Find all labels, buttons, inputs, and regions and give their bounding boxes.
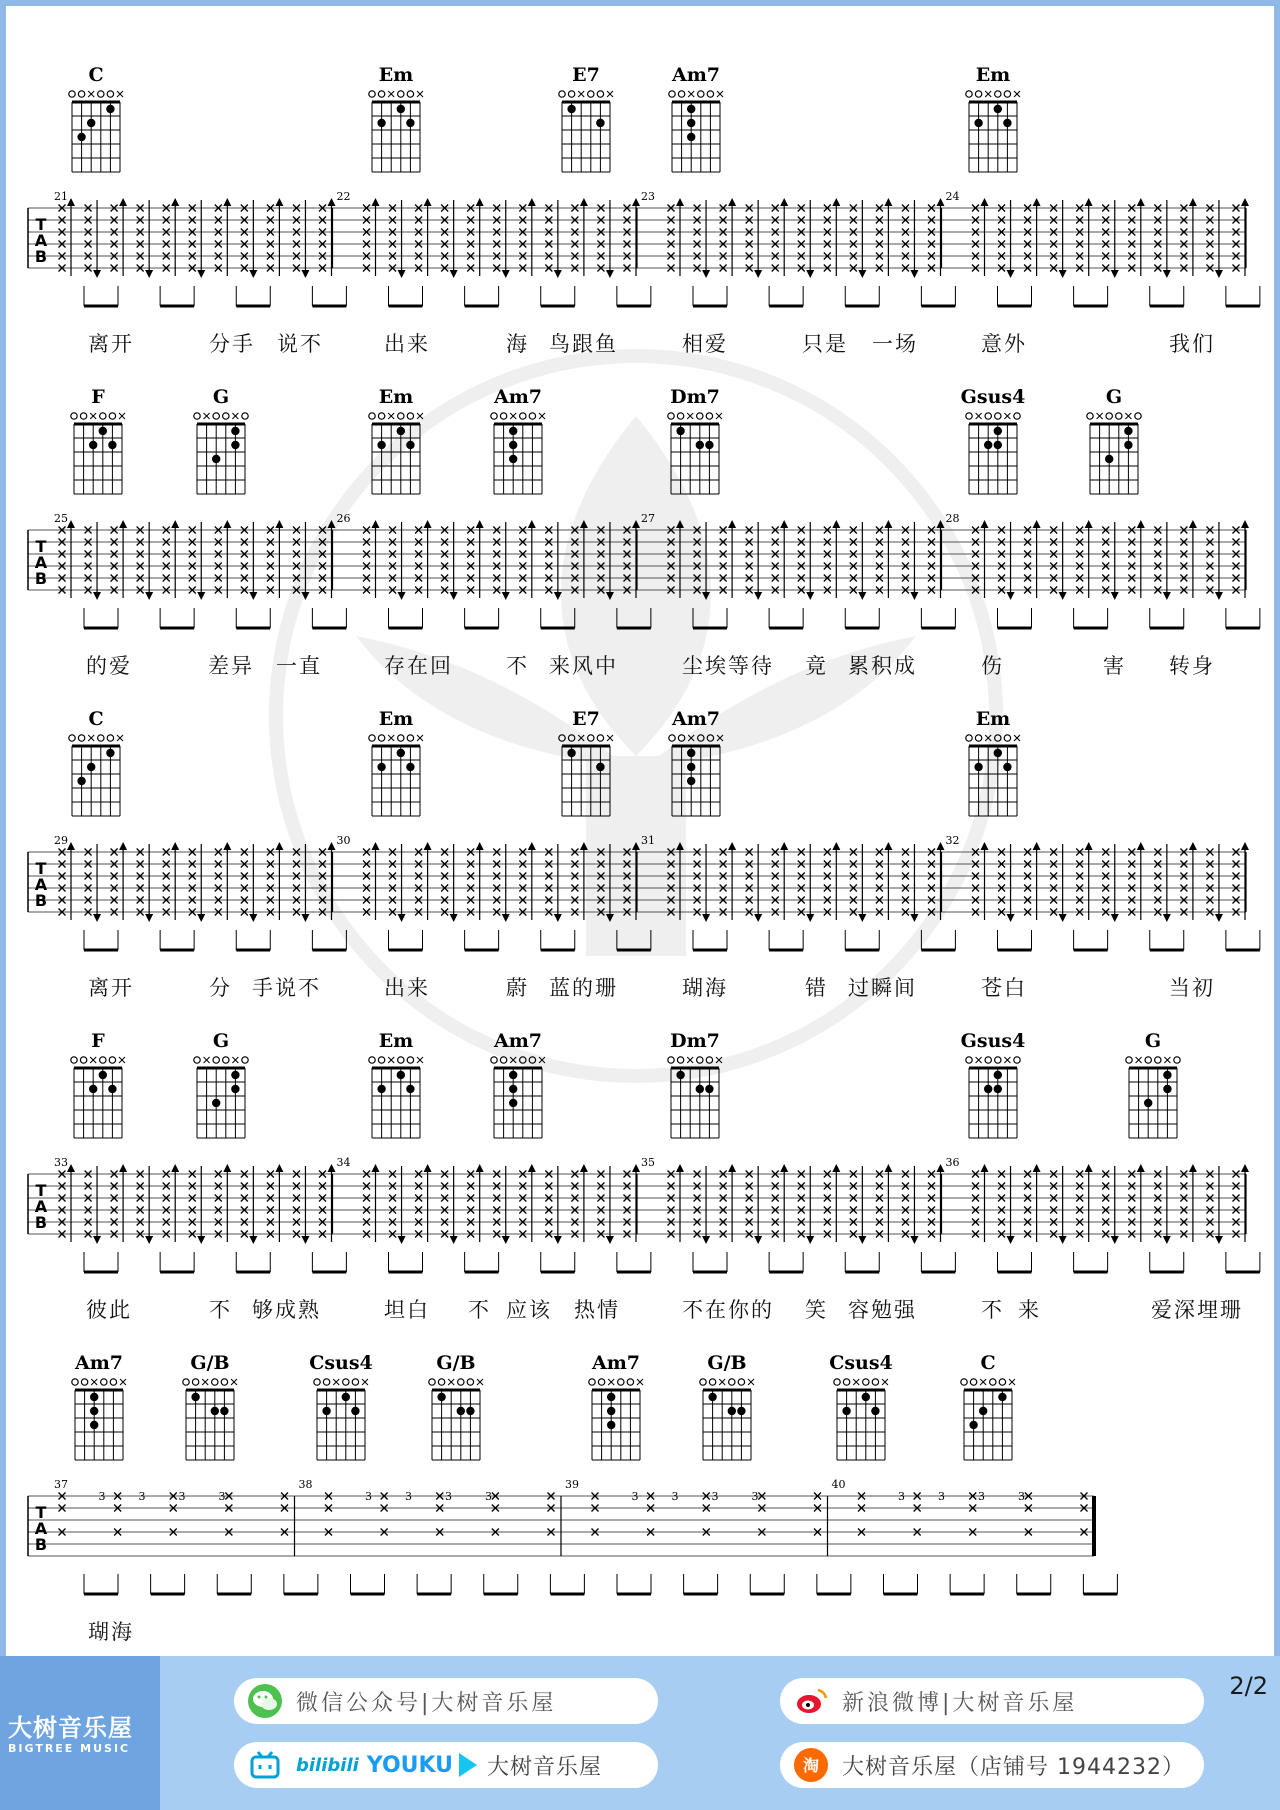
lyric-text: 不: [506, 654, 529, 678]
fret-number: 3: [365, 1490, 372, 1503]
lyric-text: 应该: [506, 1298, 552, 1322]
chord-name: Gsus4: [960, 1030, 1026, 1052]
lyric-text: 当初: [1169, 976, 1215, 1000]
tab-clef-letter: B: [34, 891, 48, 910]
tab-staff: [6, 1466, 1274, 1606]
chord-name: G/B: [707, 1352, 747, 1374]
lyric-text: 容勉强: [848, 1298, 917, 1322]
lyric-text: 存在回: [384, 654, 453, 678]
lyric-text: 笑: [805, 1298, 828, 1322]
chord-name: E7: [572, 64, 600, 86]
tab-clef-letter: B: [34, 247, 48, 266]
measure-number: 28: [945, 512, 960, 525]
chord-diagram: [959, 84, 1027, 178]
measure-number: 24: [945, 190, 960, 203]
chord-diagram: [693, 1372, 761, 1466]
fret-number: 3: [631, 1490, 639, 1503]
chord-diagram: [187, 406, 255, 500]
lyric-text: 出来: [384, 332, 430, 356]
measure-number: 35: [641, 1156, 655, 1169]
measure-number: 29: [54, 834, 68, 847]
lyric-text: 不: [209, 1298, 232, 1322]
lyric-text: 意外: [981, 332, 1027, 356]
weibo-icon: [794, 1684, 828, 1718]
lyric-text: 分: [209, 976, 232, 1000]
measure-number: 32: [945, 834, 960, 847]
lyric-text: 爱深埋珊: [1151, 1298, 1243, 1322]
logo-subtext: BIGTREE MUSIC: [8, 1742, 131, 1755]
fret-number: 3: [138, 1490, 146, 1503]
lyric-text: 手说不: [252, 976, 321, 1000]
chord-name: Dm7: [670, 386, 720, 408]
chord-diagram: [959, 728, 1027, 822]
chord-name: Am7: [591, 1352, 641, 1374]
chord-diagram: [362, 84, 430, 178]
fret-number: 3: [178, 1490, 186, 1503]
chord-diagram: [484, 1050, 552, 1144]
lyric-text: 我们: [1169, 332, 1215, 356]
chord-name: Em: [378, 1030, 414, 1052]
fret-number: 3: [98, 1490, 106, 1503]
measure-number: 23: [641, 190, 655, 203]
chord-diagram: [661, 406, 729, 500]
lyric-text: 一场: [872, 332, 918, 356]
lyric-text: 热情: [574, 1298, 620, 1322]
measure-number: 34: [336, 1156, 351, 1169]
measure-number: 27: [641, 512, 655, 525]
fret-number: 3: [711, 1490, 719, 1503]
lyric-text: 害: [1103, 654, 1126, 678]
chord-name: Am7: [671, 64, 721, 86]
chord-name: F: [91, 1030, 105, 1052]
tab-clef-letter: B: [34, 569, 48, 588]
lyric-text: 苍白: [981, 976, 1027, 1000]
video-label: 大树音乐屋: [487, 1754, 603, 1780]
lyric-text: 瑚海: [682, 976, 728, 1000]
lyric-text: 转身: [1169, 654, 1215, 678]
chord-name: G/B: [436, 1352, 476, 1374]
chord-diagram: [1080, 406, 1148, 500]
lyric-text: 不在你的: [682, 1298, 774, 1322]
lyric-text: 瑚海: [88, 1620, 134, 1644]
chord-diagram: [661, 1050, 729, 1144]
chord-diagram: [187, 1050, 255, 1144]
fret-number: 3: [405, 1490, 412, 1503]
sheet-page: [6, 6, 1274, 1656]
fret-number: 3: [218, 1490, 226, 1503]
youku-wordmark: YOUKU: [366, 1752, 454, 1778]
lyric-text: 不: [981, 1298, 1004, 1322]
taobao-icon: [794, 1748, 828, 1782]
chord-diagram: [959, 406, 1027, 500]
tab-clef-letter: B: [34, 1535, 48, 1554]
lyric-text: 海: [506, 332, 529, 356]
chord-diagram: [552, 84, 620, 178]
fret-number: 3: [485, 1490, 492, 1503]
chord-name: E7: [572, 708, 600, 730]
logo-text: 大树音乐屋: [8, 1714, 133, 1742]
chord-diagram: [62, 728, 130, 822]
chord-diagram: [176, 1372, 244, 1466]
chord-name: Gsus4: [960, 386, 1026, 408]
chord-name: Em: [975, 708, 1011, 730]
page-number: 2/2: [1229, 1672, 1268, 1700]
measure-number: 31: [641, 834, 655, 847]
video-link[interactable]: [234, 1742, 658, 1788]
lyric-text: 不: [468, 1298, 491, 1322]
chord-diagram: [64, 406, 132, 500]
chord-diagram: [954, 1372, 1022, 1466]
lyric-text: 说不: [277, 332, 323, 356]
chord-name: Am7: [493, 1030, 543, 1052]
chord-name: F: [91, 386, 105, 408]
lyric-text: 蓝的珊: [549, 976, 618, 1000]
chord-diagram: [662, 728, 730, 822]
brand-logo: [0, 1656, 160, 1810]
lyric-text: 的爱: [86, 654, 132, 678]
lyric-text: 够成熟: [252, 1298, 321, 1322]
chord-name: G: [212, 386, 230, 408]
lyric-text: 累积成: [848, 654, 917, 678]
tab-clef-letter: A: [34, 1519, 48, 1538]
measure-number: 39: [565, 1478, 579, 1491]
chord-diagram: [362, 728, 430, 822]
lyric-text: 一直: [276, 654, 322, 678]
lyric-text: 坦白: [384, 1298, 430, 1322]
footer-banner: [0, 1656, 1280, 1810]
taobao-link[interactable]: [780, 1742, 1204, 1788]
chord-name: Em: [378, 386, 414, 408]
chord-name: G: [212, 1030, 230, 1052]
chord-name: Dm7: [670, 1030, 720, 1052]
chord-diagram: [1119, 1050, 1187, 1144]
wechat-link[interactable]: [234, 1678, 658, 1724]
weibo-label: 新浪微博|大树音乐屋: [842, 1690, 1078, 1716]
lyric-text: 相爱: [682, 332, 728, 356]
weibo-link[interactable]: [780, 1678, 1204, 1724]
measure-number: 21: [54, 190, 68, 203]
tab-staff: [6, 178, 1274, 318]
tab-clef-letter: T: [35, 1503, 47, 1522]
lyric-text: 差异: [208, 654, 254, 678]
chord-name: Csus4: [309, 1352, 373, 1374]
fret-number: 3: [445, 1490, 452, 1503]
chord-name: Em: [975, 64, 1011, 86]
measure-number: 33: [54, 1156, 68, 1169]
measure-number: 22: [336, 190, 351, 203]
lyric-text: 错: [805, 976, 828, 1000]
chord-diagram: [582, 1372, 650, 1466]
chord-name: C: [88, 708, 104, 730]
measure-number: 26: [336, 512, 351, 525]
chord-diagram: [307, 1372, 375, 1466]
lyric-text: 离开: [88, 976, 134, 1000]
tab-clef-letter: T: [35, 215, 47, 234]
measure-number: 30: [336, 834, 351, 847]
tab-clef-letter: B: [34, 1213, 48, 1232]
chord-diagram: [827, 1372, 895, 1466]
tab-clef-letter: T: [35, 859, 47, 878]
chord-diagram: [959, 1050, 1027, 1144]
chord-diagram: [662, 84, 730, 178]
lyric-text: 离开: [88, 332, 134, 356]
chord-name: C: [88, 64, 104, 86]
chord-name: G: [1144, 1030, 1162, 1052]
wechat-icon: [248, 1684, 282, 1718]
measure-number: 37: [54, 1478, 68, 1491]
measure-number: 40: [831, 1478, 846, 1491]
chord-diagram: [362, 1050, 430, 1144]
fret-number: 3: [751, 1490, 759, 1503]
chord-name: Em: [378, 64, 414, 86]
chord-name: Em: [378, 708, 414, 730]
lyric-text: 彼此: [86, 1298, 132, 1322]
taobao-label: 大树音乐屋（店铺号 1944232）: [842, 1754, 1185, 1780]
fret-number: 3: [1018, 1490, 1025, 1503]
tab-staff: [6, 822, 1274, 962]
fret-number: 3: [898, 1490, 905, 1503]
tab-clef-letter: A: [34, 875, 48, 894]
tab-staff: [6, 500, 1274, 640]
tab-clef-letter: A: [34, 553, 48, 572]
chord-name: Csus4: [829, 1352, 893, 1374]
fret-number: 3: [938, 1490, 945, 1503]
wechat-label: 微信公众号|大树音乐屋: [296, 1690, 557, 1716]
lyric-text: 竟: [805, 654, 828, 678]
lyric-text: 伤: [981, 654, 1004, 678]
chord-diagram: [362, 406, 430, 500]
youku-play-icon: [459, 1753, 477, 1777]
lyric-text: 鸟跟鱼: [549, 332, 618, 356]
chord-diagram: [552, 728, 620, 822]
chord-name: G/B: [190, 1352, 230, 1374]
chord-name: G: [1105, 386, 1123, 408]
lyric-text: 尘埃等待: [682, 654, 774, 678]
tab-clef-letter: A: [34, 1197, 48, 1216]
chord-diagram: [484, 406, 552, 500]
tab-clef-letter: A: [34, 231, 48, 250]
tab-clef-letter: T: [35, 1181, 47, 1200]
lyric-text: 过瞬间: [848, 976, 917, 1000]
chord-diagram: [422, 1372, 490, 1466]
tab-staff: [6, 1144, 1274, 1284]
chord-name: Am7: [671, 708, 721, 730]
lyric-text: 蔚: [506, 976, 529, 1000]
lyric-text: 分手: [209, 332, 255, 356]
measure-number: 38: [298, 1478, 313, 1491]
lyric-text: 只是: [802, 332, 848, 356]
measure-number: 25: [54, 512, 68, 525]
chord-name: C: [980, 1352, 996, 1374]
chord-name: Am7: [74, 1352, 124, 1374]
fret-number: 3: [671, 1490, 679, 1503]
tab-clef-letter: T: [35, 537, 47, 556]
measure-number: 36: [945, 1156, 960, 1169]
bilibili-icon: [248, 1748, 282, 1782]
bilibili-wordmark: bilibili: [296, 1754, 359, 1776]
lyric-text: 来: [1018, 1298, 1041, 1322]
chord-diagram: [65, 1372, 133, 1466]
lyric-text: 来风中: [549, 654, 618, 678]
chord-diagram: [62, 84, 130, 178]
svg-text:淘: 淘: [802, 1756, 820, 1775]
lyric-text: 出来: [384, 976, 430, 1000]
chord-name: Am7: [493, 386, 543, 408]
chord-diagram: [64, 1050, 132, 1144]
fret-number: 3: [978, 1490, 985, 1503]
